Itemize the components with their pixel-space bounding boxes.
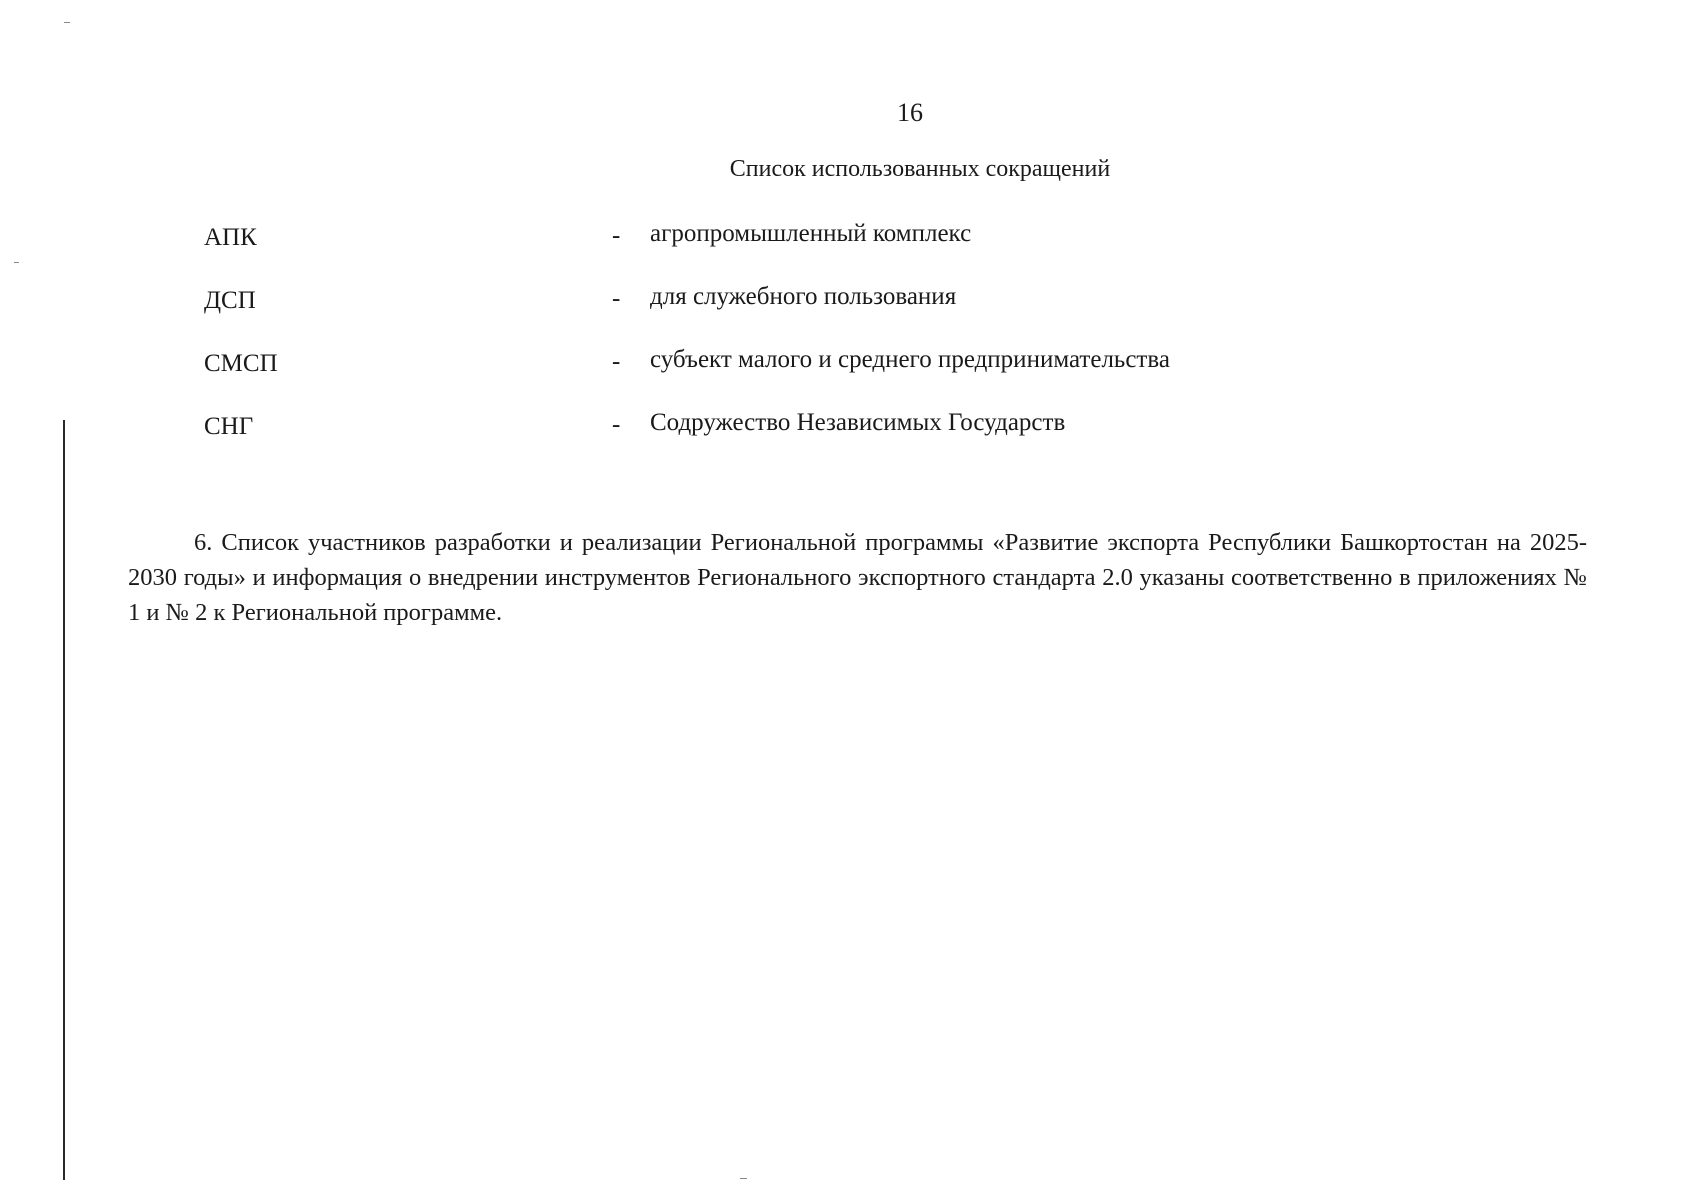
abbreviation-definition: субъект малого и среднего предпринимательства xyxy=(650,346,1170,373)
scan-speck xyxy=(14,262,19,263)
abbreviation-definition: для служебного пользования xyxy=(650,283,957,310)
abbreviation-term: АПК xyxy=(204,224,257,251)
scan-binding-line xyxy=(63,420,65,1180)
abbreviation-dash: - xyxy=(612,348,621,375)
page-number: 16 xyxy=(897,98,923,127)
abbreviation-row xyxy=(204,220,1304,283)
abbreviation-definition: Содружество Независимых Государств xyxy=(650,409,1066,436)
abbreviations-title: Список использованных сокращений xyxy=(729,156,1111,182)
scan-speck xyxy=(740,1178,747,1179)
abbreviation-term: ДСП xyxy=(204,287,256,314)
abbreviation-dash: - xyxy=(612,222,621,249)
abbreviation-row xyxy=(204,283,1304,346)
abbreviation-row xyxy=(204,346,1304,409)
abbreviation-term: СНГ xyxy=(204,413,254,440)
body-paragraph: 6. Список участников разработки и реализации Региональной программы «Развитие экспорта Республики Башкортостан на 2025-2030 годы» и информация о внедрении инструментов Регионального экспортного стандарта 2.0 указаны соответственно в приложениях № 1 и № 2 к Региональной программе. xyxy=(128,528,1587,626)
abbreviation-dash: - xyxy=(612,285,621,312)
abbreviation-definition: агропромышленный комплекс xyxy=(650,220,972,247)
abbreviation-dash: - xyxy=(612,411,621,438)
scan-speck xyxy=(64,22,70,23)
abbreviation-row xyxy=(204,409,1304,472)
abbreviations-list xyxy=(204,220,1304,472)
abbreviation-term: СМСП xyxy=(204,350,278,377)
